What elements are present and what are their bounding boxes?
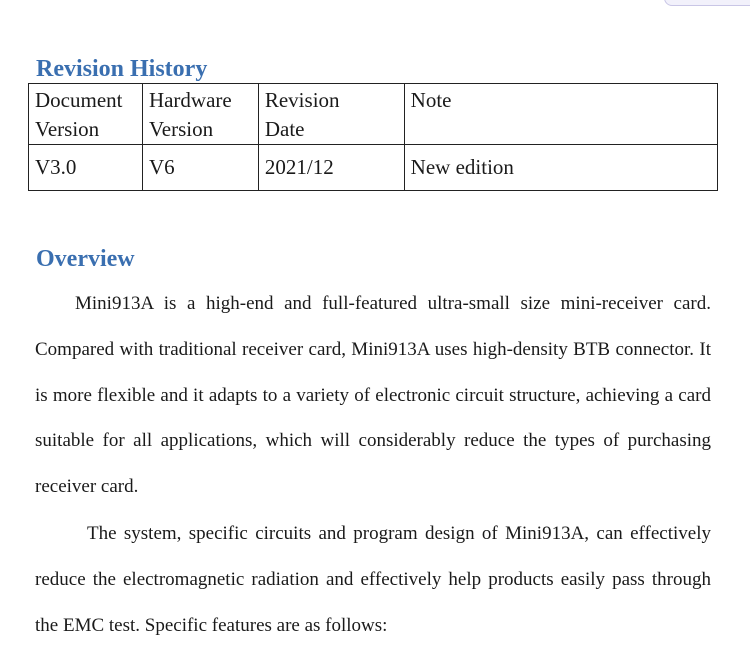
overview-paragraph-1: Mini913A is a high-end and full-featured ultra-small size mini-receiver card. Compared with traditional receiver card, Mini913A uses high-density BTB connector. It is more flexible and it adapts to a variety of electronic circuit structure, achieving a card suitable for all applications, which will considerably reduce the types of purchasing receiver card.: [35, 293, 711, 497]
overview-paragraph-2: The system, specific circuits and program design of Mini913A, can effectively reduce the electromagnetic radiation and effectively help products easily pass through the EMC test. Specific features are as follows:: [35, 523, 711, 636]
cell-document-version: V3.0: [29, 145, 143, 191]
table-row: [29, 145, 718, 191]
table-header-row: [29, 84, 718, 145]
header-note: Note: [404, 84, 717, 145]
header-hardware-version: Hardware Version: [142, 84, 258, 145]
cell-hardware-version: V6: [142, 145, 258, 191]
header-revision-date: Revision Date: [258, 84, 404, 145]
revision-history-heading: Revision History: [36, 56, 208, 82]
revision-history-table: [28, 83, 718, 191]
cell-note: New edition: [404, 145, 717, 191]
overview-heading: Overview: [36, 246, 135, 272]
cell-revision-date: 2021/12: [258, 145, 404, 191]
page-corner-tab: [664, 0, 750, 6]
header-document-version: Document Version: [29, 84, 143, 145]
